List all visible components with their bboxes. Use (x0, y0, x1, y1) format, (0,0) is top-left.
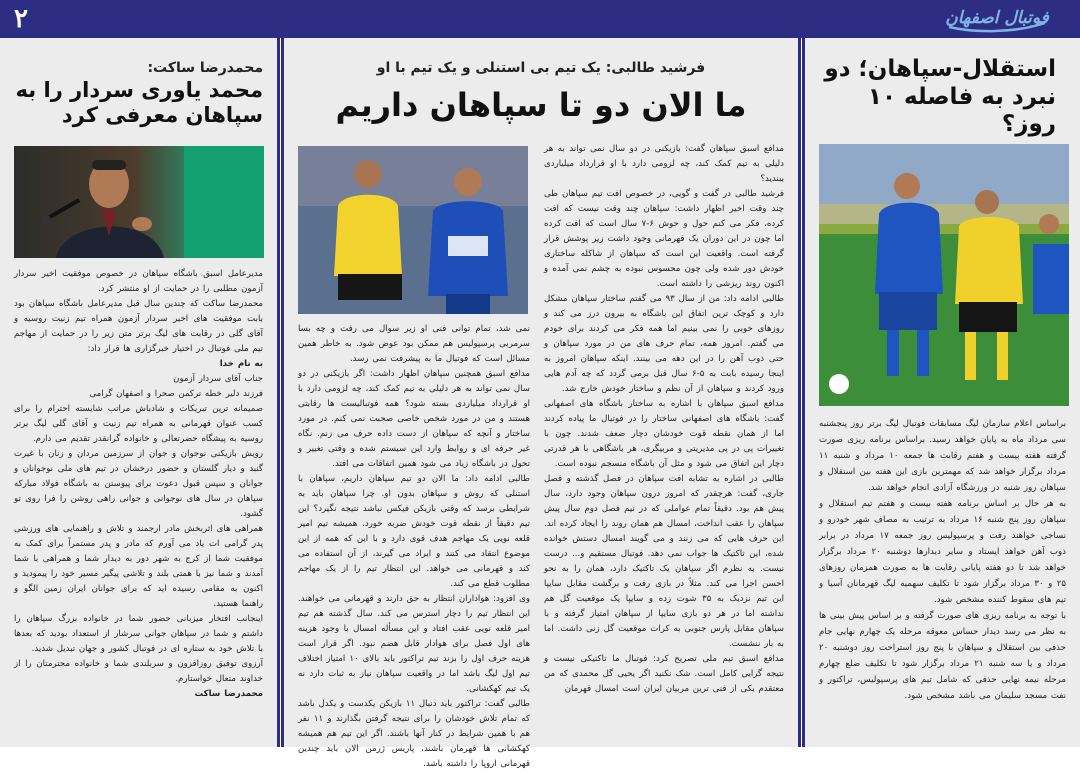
left-paragraph: اینجانب افتخار میزبانی حضور شما در خانواده بزرگ سپاهان را داشتم و شما در سپاهان جوانی سرشار از استعداد بودید که بعدها با تلاش خود به ستاره ای در فوتبال کشور و جهان تبدیل شدید. (14, 614, 263, 654)
speaker-portrait-icon (14, 146, 264, 258)
pitch-players-icon (819, 144, 1069, 406)
left-photo (14, 146, 264, 258)
logo-mark-icon (945, 3, 1049, 35)
middle-paragraph: مدافع اسبق سپاهان با اشاره به ساختار باشگاه های اصفهانی گفت: باشگاه های اصفهانی ساختار را در فوتبال ما پیاده کردند اما از همان نقطه قوت خودشان دچار ضعف شدند. چون با تغییرات پی در پی مدیریتی و مربیگری، هر باشگاهی با هر قدرتی دچار این اتفاق می شود و مثل آن باشگاه منسجم نبوده است. (544, 399, 784, 469)
left-paragraph: صمیمانه ترین تبریکات و شادباش مراتب شایسته احترام را برای کسب عنوان قهرمانی به همراه تیم زنیت و آقای گلی لیگ برتر روسیه به پیشگاه حضرتعالی و خانواده گرانقدر تقدیم می دارم. (14, 404, 263, 444)
page-number: ۲ (14, 4, 28, 34)
newspaper-logo (942, 0, 1052, 38)
middle-headline: ما الان دو تا سپاهان داریم (335, 86, 747, 124)
right-paragraph: با توجه به برنامه ریزی های صورت گرفته و بر اساس پیش بینی ها به نظر می رسد دیدار حساس معوقه مرحله یک چهارم نهایی جام حذفی بین استقلال و سپاهان با پنج روز استراحت روز دوشنبه ۲۰ مرداد و یا سه شنبه ۲۱ مرداد برگزار شود تا تکلیف ضلع چهارم مرحله نیمه نهایی حذفی که شامل تیم های پرسپولیس، تراکتور و نفت مسجد سلیمان می باشد مشخص شود. (819, 611, 1066, 701)
middle-kicker: فرشید طالبی: یک تیم بی استنلی و یک تیم با او (376, 60, 706, 76)
left-body (14, 267, 263, 741)
left-paragraph: آرزوی توفیق روزافزون و سربلندی شما و خانواده محترمتان را از خداوند متعال خواستارم. (14, 659, 263, 684)
left-kicker: محمدرضا ساکت: (147, 60, 263, 76)
middle-paragraph: طالبی ادامه داد: ما الان دو تیم سپاهان داریم، سپاهان با استنلی که روش و سپاهان بدون او. چرا سپاهان باید به شرایطی برسد که وقتی بازیکن فیکس نباشد نتیجه نگیرد؟ این تیم دقیقاً از نقطه قوت خودش ضربه خورد. همیشه تیم امیر قلعه نویی یک مهاجم هدف قوی دارد و با این که همه از این موضوع انتقاد می کنند و ایراد می گیرند، از آن استفاده می کند و قهرمانی می خواهد. این انتظار تیم را از یک مهاجم مطلوب قطع می کند. (298, 474, 530, 589)
left-paragraph: همراهی های اثربخش مادر ارجمند و تلاش و راهنمایی های ورزشی پدر گرامی ات یاد می آورم که مادر و پدر مستمراً برای کمک به موفقیت شما از کرج به شهر دور به دیدار شما و همراهی با شما آمدند و شما نیز با همتی بلند و تلاشی پیگیر مسیر خود را پیمودید و اکنون به مقامی رسیده اید که برای جوانان ایران زمین الگو و راهنما هستید. (14, 524, 263, 609)
right-paragraph: به هر حال بر اساس برنامه هفته بیست و هفتم تیم استقلال و سپاهان روز پنج شنبه ۱۶ مرداد به ترتیب به مصاف شهر خودرو و نساجی خواهند رفت و پرسپولیس روز جمعه ۱۷ مرداد در برابر ذوب آهن خواهد ایستاد و سایر دیدارها دوشنبه ۲۰ مرداد برگزار خواهد شد تا دو هفته پایانی رقابت ها به صورت همزمان روزهای ۲۵ و ۳۰ مرداد برگزار شود تا تکلیف سهمیه لیگ قهرمانان آسیا و تیم های سقوط کننده مشخص شود. (819, 499, 1067, 605)
middle-body-left (298, 322, 530, 769)
left-column (0, 38, 280, 747)
top-bar (0, 0, 1080, 38)
middle-paragraph: فرشید طالبی در گفت و گویی، در خصوص افت تیم سپاهان طی چند وقت اخیر اظهار داشت: سپاهان چند وقت نیست که افت کرده، فکر می کنم حول و حوش ۶-۷ سال است که افت کرده اما چون در این دوران یک قهرمانی وجود داشت زیر پوشش قرار گرفته است. واقعیت این است که سپاهان از شاکله ساختاری خودش دور شده ولی چون محسوس نبوده به چشم نمی آمده و اکنون روند ریزشی را داشته است. (544, 189, 785, 289)
left-paragraph: جناب آقای سردار آزمون (173, 374, 263, 384)
right-paragraph: براساس اعلام سازمان لیگ مسابقات فوتبال لیگ برتر روز پنجشنبه سی مرداد ماه به پایان خواهد رسید. براساس برنامه ریزی صورت گرفته هفته بیست و هفتم رقابت ها جمعه ۱۰ مرداد و شنبه ۱۱ مرداد برگزار خواهد شد که مهمترین بازی این هفته بین استقلال و سپاهان روز شنبه در ورزشگاه آزادی انجام خواهد شد. (819, 419, 1066, 493)
middle-paragraph: مدافع اسبق سپاهان گفت: بازیکنی در دو سال نمی تواند به هر دلیلی به تیم کمک کند، چه لزومی دارد با او قرارداد میلیاردی ببندید؟ (544, 144, 784, 184)
left-headline: محمد یاوری سردار را به سپاهان معرفی کرد (15, 78, 263, 128)
middle-column (281, 38, 801, 769)
middle-paragraph: مدافع اسبق همچنین سپاهان اظهار داشت: اگر بازیکنی در دو سال نمی تواند به هر دلیلی به تیم کمک کند، چه لزومی دارد با او قرارداد میلیاردی بسته شود؟ همه فوتبالیست ها رقابتی هستند و من در مورد شخص خاصی صحبت نمی کنم. در مورد ساختار و آنچه که سپاهان از دست داده حرف می زنم. نگاه غیر حرفه ای و روابط وارد این سیستم شده و وقتی تغییر و تحول در باشگاه زیاد می شود همین اتفاقات می افتد. (298, 369, 530, 469)
right-body (819, 416, 1066, 741)
right-column (802, 38, 1080, 747)
middle-paragraph: نمی شد، تمام توانی فنی او زیر سوال می رفت و چه بسا سرمربی پرسپولیس هم ممکن بود عوض شود. به خاطر همین مسائل است که فوتبال ما به پیشرفت نمی رسد. (298, 324, 530, 364)
middle-paragraph: مدافع اسبق تیم ملی تصریح کرد: فوتبال ما تاکتیکی نیست و نتیجه گرایی کامل است. شک نکنید اگر یحیی گل محمدی که من معتقدم یکی از فنی ترین مربیان ایران است امسال قهرمان (544, 654, 784, 694)
left-paragraph: رویش بازیکنی نوجوان و جوان از سرزمین مردان و زنان با غیرت گنبد و دیار گلستان و حضور درخشان در تیم های ملی نوجوانان و جوانان و سپس قبول دعوت برای پیوستن به باشگاه فولاد مبارکه سپاهان در سال های نوجوانی و جوانی راهی روشن را فرا روی تو گشود. (14, 449, 263, 519)
left-signature: محمدرضا ساکت (194, 689, 263, 699)
middle-body-right (544, 142, 784, 741)
middle-paragraph: طالبی ادامه داد: من از سال ۹۳ می گفتم ساختار سپاهان مشکل دارد و کوچک ترین اتفاق این باشگاه به بیرون درز می کند و روزهای خوبی را نمی بینیم اما همه فکر می کردند برای خودم می گفتم. امروز همه، تمام حرف های من در مورد سپاهان و حتی ذوب آهن را در این دهه می بینند. اینکه سپاهان امروز به اینجا رسیده بابت به ۵-۶ سال قبل برمی گردد که چه آدم هایی ورود کردند و سپاهان از آن نظم و ساختار خودش خارج شد. (544, 294, 785, 394)
left-paragraph: فرزند دلیر خطه ترکمن صحرا و اصفهان گرامی (89, 389, 263, 399)
left-paragraph: محمدرضا ساکت که چندین سال قبل مدیرعامل باشگاه سپاهان بود بابت موفقیت های اخیر سردار آزمون همراه تیم زنیت روسیه و آقای گلی در رقابت های لیگ برتر متن زیر را در حمایت از مهاجم تیم ملی فوتبال در اختیار خبرگزاری ها قرار داد: (14, 299, 263, 354)
right-headline: استقلال-سپاهان؛ دو نبرد به فاصله ۱۰ روز؟ (824, 56, 1056, 138)
middle-paragraph: طالبی گفت: تراکتور باید دنبال ۱۱ بازیکن یکدست و یکدل باشد که تمام تلاش خودشان را برای نتیجه گرفتن بگذارند و ۱۱ نفر هم با همین شرایط در کنار آنها باشند. اگر این تیم هم همیشه کهکشانی ها قهرمان باشند، پاریس ژرمن الان باید چندین قهرمانی اروپا را داشته باشد. (298, 699, 530, 769)
left-paragraph: به نام خدا (219, 359, 263, 369)
players-photo-icon (298, 146, 528, 314)
right-photo (819, 144, 1069, 406)
middle-paragraph: وی افزود: هواداران انتظار به حق دارند و قهرمانی می خواهند. این انتظار تیم را دچار استرس می کند. سال گذشته هم تیم امیر قلعه نویی عقب افتاد و این مسأله امسال با وجود هزینه های اول فصل برای هوادار قابل هضم نبود. اگر قرار است هزینه حرف اول را بزند تیم تراکتور باید بالای ۱۰ امتیاز اختلاف تیم اول لیگ باشد اما در واقعیت سپاهان نیاز به ثبات دارد نه یک تیم کهکشانی. (298, 594, 530, 694)
middle-paragraph: طالبی در اشاره به تشابه افت سپاهان در فصل گذشته و فصل جاری، گفت: هرچقدر که امروز درون سپاهان وجود دارد، سال پیش هم بود. دقیقاً تمام عواملی که در نیم فصل دوم سال پیش سپاهان را عقب انداخت، امسال هم همان روند را ایجاد کرده اند. این حرف هایی که می زنند و می گویند امسال دستش خوانده شده، این تاکتیک ها جواب نمی دهد. فوتبال مستقیم و... درست نیست. به نظرم اگر سپاهان یک تاکتیک دارد، همان را به نحو احسن اجرا می کند. مثلاً در بازی رفت و برگشت مقابل سایپا این تیم نزدیک به ۳۵ شوت زده و سایپا یک موقعیت گل هم نداشته اما در هر دو بازی سایپا از سپاهان امتیاز گرفته و با سپاهان مقابل پارس جنوبی به کرات موقعیت گل زنی داشت. اما به بار ننشست. (544, 474, 784, 649)
svg-text:فوتبال اصفهان: فوتبال اصفهان (945, 8, 1049, 28)
left-paragraph: مدیرعامل اسبق باشگاه سپاهان در خصوص موفقیت اخیر سردار آزمون مطلبی را در حمایت از او منتشر کرد. (14, 269, 263, 294)
middle-photo (298, 146, 528, 314)
